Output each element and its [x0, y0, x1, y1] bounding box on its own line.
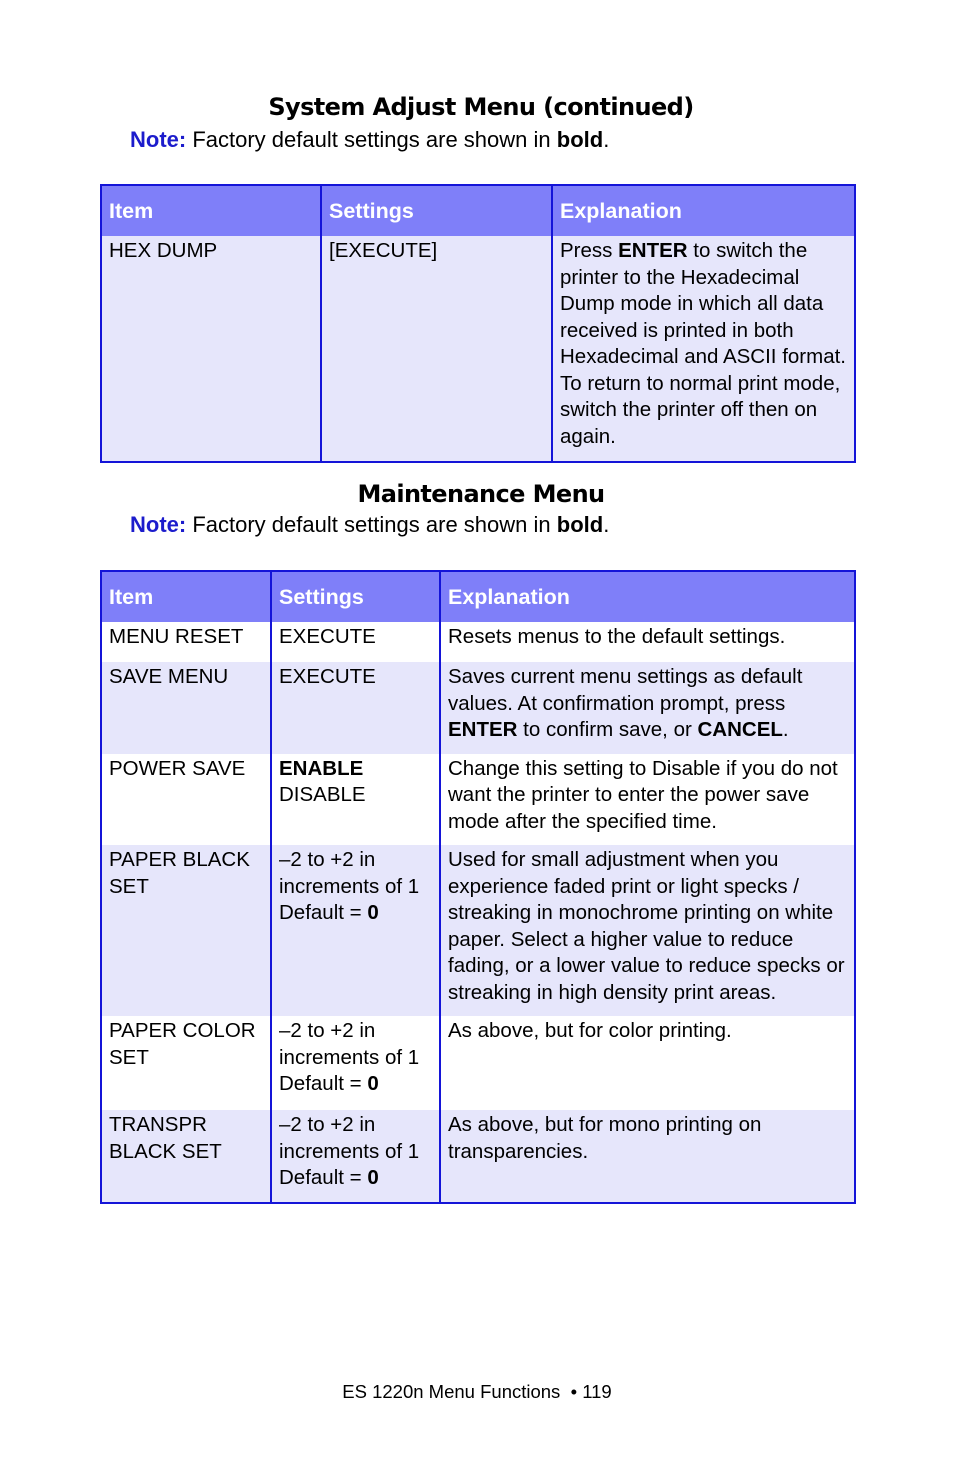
row-settings: ENABLE DISABLE	[271, 754, 440, 846]
note-text-end: .	[603, 127, 610, 152]
table-header-row	[101, 571, 855, 622]
note-label: Note:	[130, 127, 187, 152]
header-settings: Settings	[271, 571, 440, 622]
row-item: PAPER BLACK SET	[101, 845, 271, 1016]
table-row	[101, 754, 855, 846]
row-item: PAPER COLOR SET	[101, 1016, 271, 1110]
system-adjust-table	[100, 184, 856, 463]
note-default-settings	[130, 512, 609, 538]
row-settings: [EXECUTE]	[321, 236, 552, 462]
page-footer: ES 1220n Menu Functions • 119	[342, 1381, 612, 1402]
header-explanation: Explanation	[552, 185, 855, 236]
header-explanation: Explanation	[440, 571, 855, 622]
row-settings: –2 to +2 in increments of 1 Default = 0	[271, 1016, 440, 1110]
row-explanation: As above, but for mono printing on transparencies.	[440, 1110, 855, 1203]
row-settings: –2 to +2 in increments of 1 Default = 0	[271, 845, 440, 1016]
row-settings: EXECUTE	[271, 622, 440, 662]
table-row	[101, 236, 855, 462]
note-label: Note:	[130, 512, 187, 537]
row-item: HEX DUMP	[101, 236, 321, 462]
header-settings: Settings	[321, 185, 552, 236]
table-row	[101, 1110, 855, 1203]
table-row	[101, 622, 855, 662]
note-text: Factory default settings are shown in	[186, 512, 557, 537]
maintenance-table	[100, 570, 856, 1204]
table-row	[101, 662, 855, 754]
table-header-row	[101, 185, 855, 236]
table-row	[101, 845, 855, 1016]
note-text-end: .	[603, 512, 610, 537]
section-title-system-adjust: System Adjust Menu (continued)	[268, 93, 694, 121]
note-default-settings	[130, 127, 609, 153]
header-item: Item	[101, 185, 321, 236]
note-bold-word: bold	[556, 127, 604, 152]
section-title-maintenance: Maintenance Menu	[357, 480, 605, 508]
row-settings: –2 to +2 in increments of 1 Default = 0	[271, 1110, 440, 1203]
row-explanation: Change this setting to Disable if you do not want the printer to enter the power save mode after the specified time.	[440, 754, 855, 846]
row-explanation: Resets menus to the default settings.	[440, 622, 855, 662]
row-settings: EXECUTE	[271, 662, 440, 754]
row-explanation: Press ENTER to switch the printer to the Hexadecimal Dump mode in which all data received is printed in both Hexadecimal and ASCII format. To return to normal print mode, switch the printer off then on again.	[552, 236, 855, 462]
row-explanation: Saves current menu settings as default values. At confirmation prompt, press ENTER to confirm save, or CANCEL.	[440, 662, 855, 754]
note-bold-word: bold	[556, 512, 604, 537]
row-item: TRANSPR BLACK SET	[101, 1110, 271, 1203]
note-text: Factory default settings are shown in	[186, 127, 557, 152]
header-item: Item	[101, 571, 271, 622]
row-item: SAVE MENU	[101, 662, 271, 754]
row-explanation: As above, but for color printing.	[440, 1016, 855, 1110]
row-item: POWER SAVE	[101, 754, 271, 846]
row-explanation: Used for small adjustment when you experience faded print or light specks / streaking in monochrome printing on white paper. Select a higher value to reduce fading, or a lower value to reduce specks or streaking in high density print areas.	[440, 845, 855, 1016]
table-row	[101, 1016, 855, 1110]
row-item: MENU RESET	[101, 622, 271, 662]
